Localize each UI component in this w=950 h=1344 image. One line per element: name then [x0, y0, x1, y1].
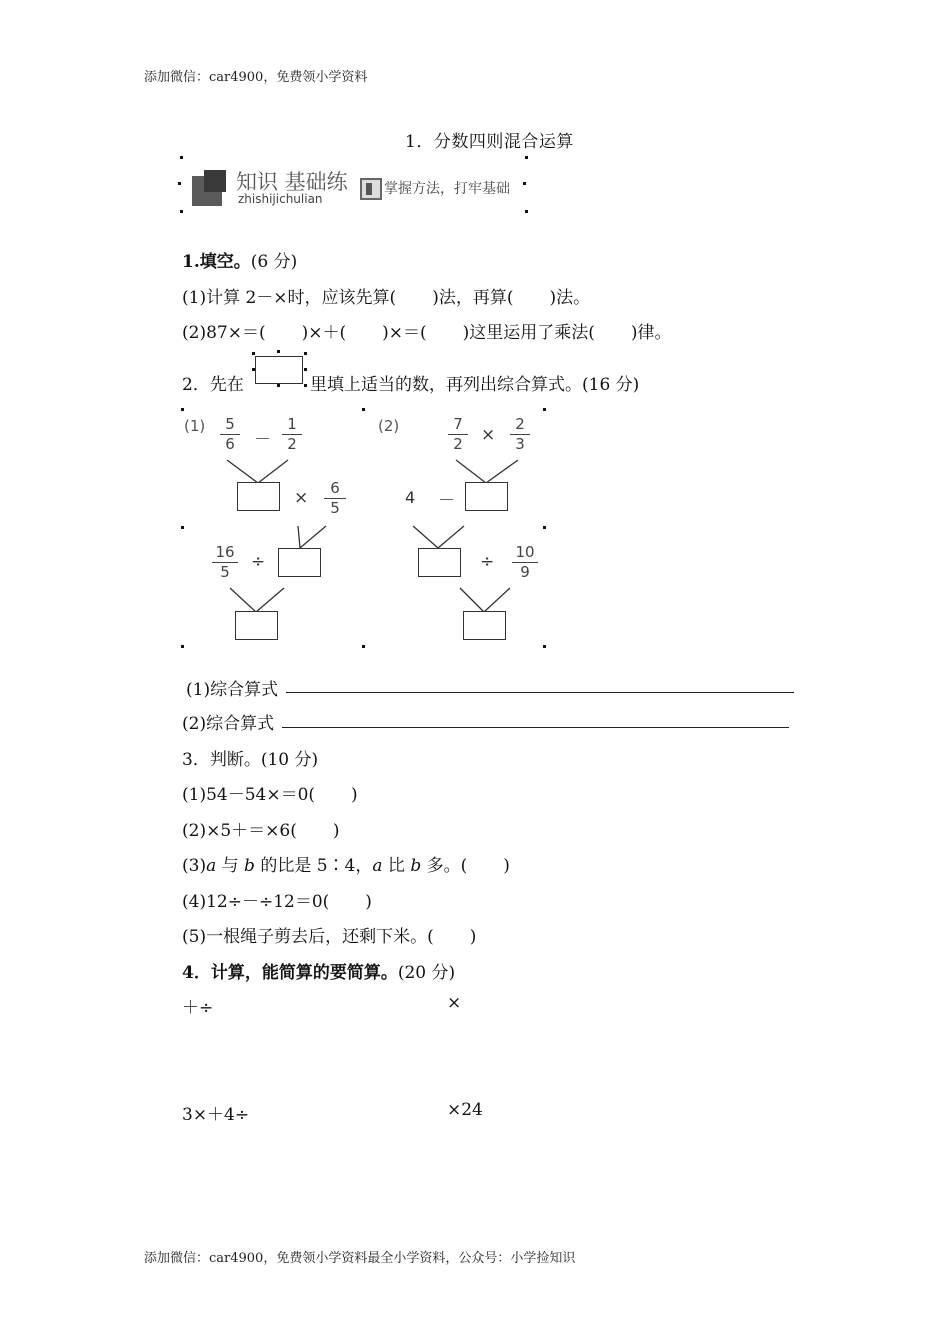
diagram-1-answer-box-1[interactable]	[237, 482, 280, 511]
diagram-1-divide: ÷	[251, 552, 266, 572]
section-banner	[180, 152, 530, 218]
diagram-2-fraction-3: 10 9	[512, 544, 538, 581]
q1-item-1-part-a: (1)计算 2－×时，应该先算(	[182, 288, 397, 308]
q1-item-2-part-b: )×＋(	[301, 323, 347, 343]
diagram-2-minus: －	[438, 491, 455, 511]
page-title: 1．分数四则混合运算	[405, 132, 574, 152]
q3-item-5: (5)一根绳子剪去后，还剩下米。( )	[182, 927, 477, 947]
diagram-1-label: (1)	[184, 417, 206, 435]
q1-item-2-part-a: (2)87×＝(	[182, 323, 266, 343]
q3-item-4: (4)12÷－÷12＝0( )	[182, 892, 372, 912]
q3-heading: 3．判断。(10 分)	[182, 750, 319, 770]
diagram-2-number: 4	[405, 488, 416, 507]
q2-diagrams	[180, 408, 550, 652]
q2-heading-a: 2．先在	[182, 375, 244, 395]
q2-inline-box	[252, 352, 308, 386]
q1-score: (6 分)	[250, 252, 298, 272]
banner-slogan: 掌握方法，打牢基础	[384, 181, 510, 197]
diagram-2-answer-box-1[interactable]	[465, 482, 508, 511]
q1-item-1-part-b: )法，再算(	[432, 288, 514, 308]
banner-title: 知识 基础练	[236, 170, 348, 194]
q1-item-2-part-d: )这里运用了乘法(	[462, 323, 595, 343]
q1-heading	[182, 247, 297, 272]
q2-answer-1	[186, 675, 278, 700]
q2-heading-b: 里填上适当的数，再列出综合算式。(16 分)	[310, 375, 640, 395]
diagram-2-fraction-2: 2 3	[510, 416, 530, 453]
diagram-1-fraction-1: 5 6	[220, 416, 240, 453]
diagram-1-fraction-3: 6 5	[324, 480, 346, 517]
q3-item-1: (1)54－54×＝0( )	[182, 785, 358, 805]
q4-heading	[182, 958, 455, 983]
q4-expression-4: ×24	[447, 1100, 483, 1120]
banner-book-icon	[360, 178, 382, 200]
q1-item-1-part-c: )法。	[549, 288, 591, 308]
diagram-1-fraction-4: 16 5	[212, 544, 238, 581]
diagram-2-times: ×	[481, 425, 496, 445]
diagram-2-label: (2)	[378, 417, 400, 435]
diagram-2-answer-box-2[interactable]	[418, 548, 461, 577]
diagram-1-times: ×	[294, 488, 309, 508]
q1-heading-text: 1.填空。	[182, 252, 251, 272]
diagram-1-answer-box-3[interactable]	[235, 611, 278, 640]
page-footer: 添加微信：car4900，免费领小学资料最全小学资料，公众号：小学捡知识	[144, 1251, 576, 1266]
q4-expression-3: 3×＋4÷	[182, 1105, 250, 1125]
q4-score: (20 分)	[397, 963, 456, 983]
q4-expression-2: ×	[447, 993, 462, 1013]
q2-answer-1-line[interactable]	[286, 692, 794, 693]
q2-answer-2	[182, 709, 274, 734]
banner-pinyin: zhishijichulian	[238, 192, 323, 206]
q1-item-1	[182, 283, 590, 308]
q1-item-2	[182, 318, 672, 343]
q1-item-2-part-c: )×＝(	[382, 323, 427, 343]
diagram-1-answer-box-2[interactable]	[278, 548, 321, 577]
diagram-2-fraction-1: 7 2	[448, 416, 468, 453]
q2-answer-1-label: (1)综合算式	[186, 680, 279, 700]
q4-heading-text: 4．计算，能简算的要简算。	[182, 963, 398, 983]
q3-item-2: (2)×5＋＝×6( )	[182, 821, 340, 841]
diagram-2-divide: ÷	[480, 552, 495, 572]
diagram-2-answer-box-3[interactable]	[463, 611, 506, 640]
q2-answer-2-label: (2)综合算式	[182, 714, 275, 734]
q4-expression-1: ＋÷	[182, 998, 214, 1018]
page-header: 添加微信：car4900，免费领小学资料	[144, 70, 368, 85]
q1-item-2-part-e: )律。	[630, 323, 672, 343]
diagram-1-fraction-2: 1 2	[282, 416, 302, 453]
banner-square-icon	[192, 170, 228, 206]
q3-item-3: (3)a 与 b 的比是 5∶4，a 比 b 多。( )	[182, 856, 510, 876]
diagram-1-minus: －	[254, 430, 271, 450]
q2-answer-2-line[interactable]	[282, 727, 789, 728]
